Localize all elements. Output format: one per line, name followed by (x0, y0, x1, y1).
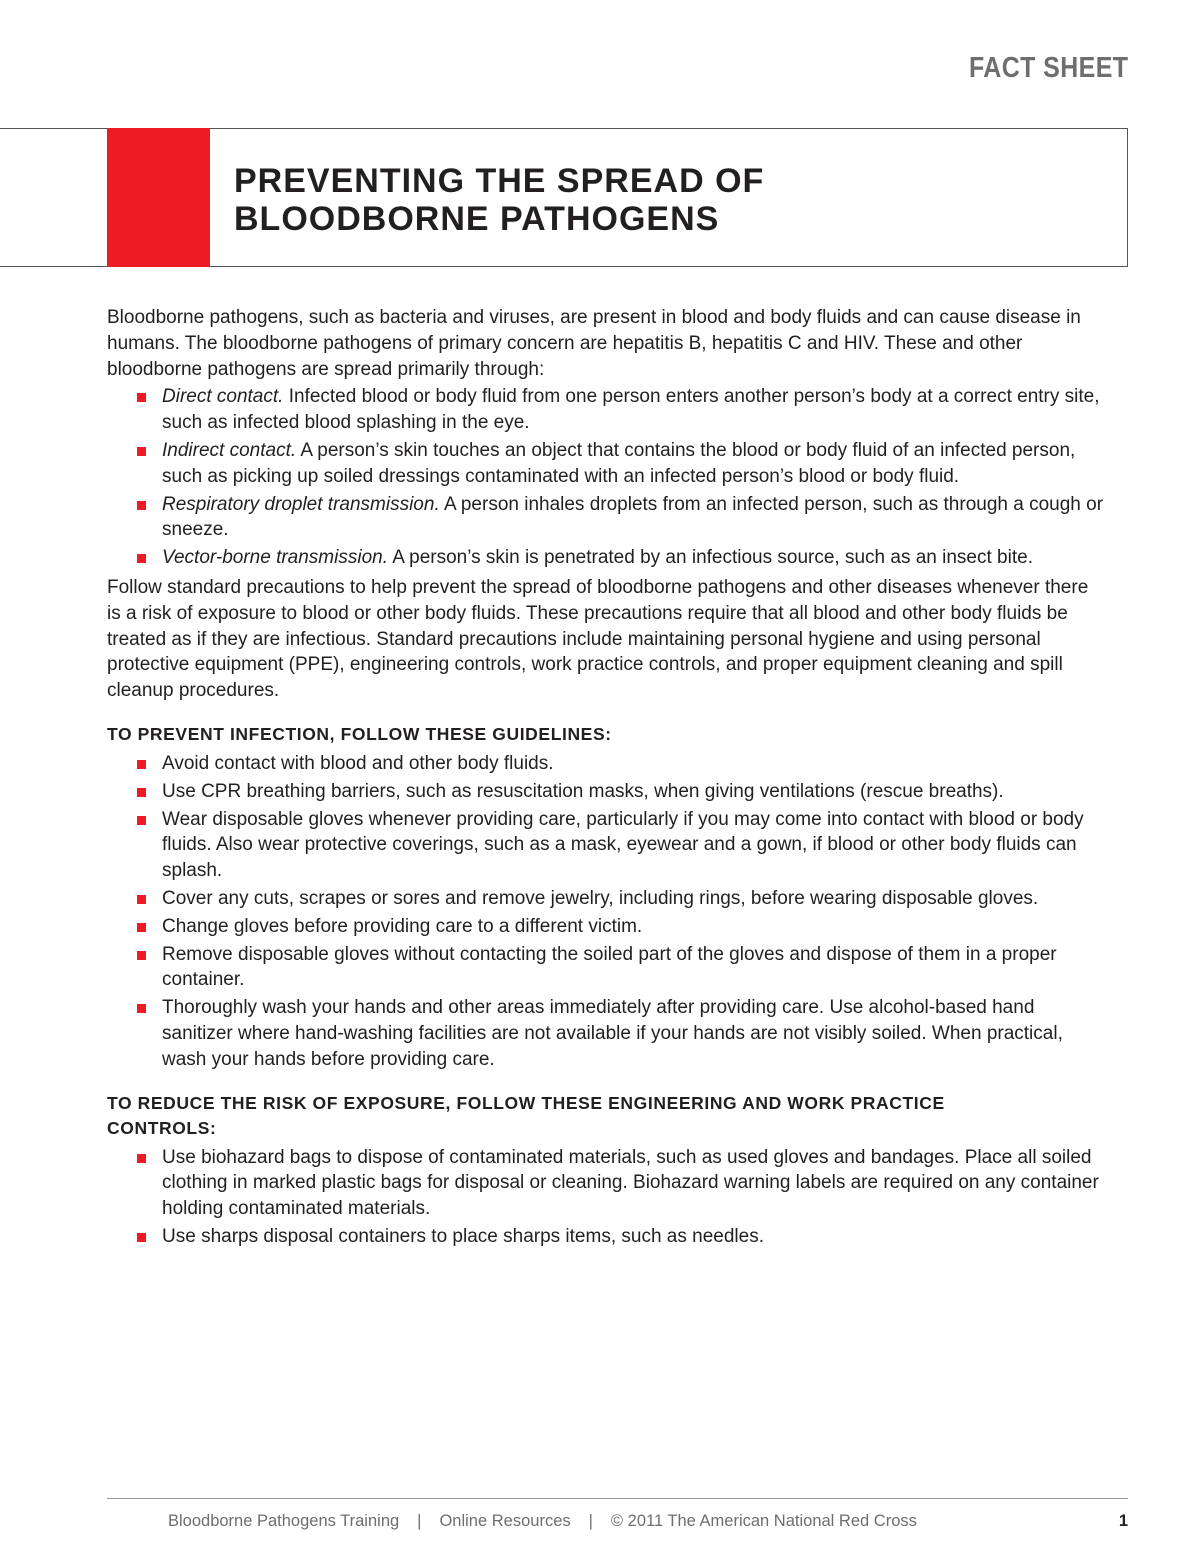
list-item (162, 995, 1107, 1072)
bullet-square-icon (137, 816, 146, 825)
bullet-square-icon (137, 760, 146, 769)
list-item-text: Cover any cuts, scrapes or sores and remove jewelry, including rings, before wearing disposable gloves. (162, 887, 1039, 909)
list-item-text: A person’s skin is penetrated by an infectious source, such as an insect bite. (388, 547, 1033, 569)
bullet-square-icon (137, 1154, 146, 1163)
footer-resources: Online Resources (439, 1512, 571, 1530)
list-item-term: Vector-borne transmission. (162, 547, 388, 569)
list-item-text: Use biohazard bags to dispose of contaminated materials, such as used gloves and bandages. Place all soiled clothing in marked plastic bags for disposal or cleaning. Biohazard warning labels are required on any container holding contaminated materials. (162, 1146, 1099, 1220)
controls-list (107, 1145, 1107, 1250)
list-item (162, 779, 1107, 805)
list-item (162, 1224, 1107, 1250)
list-item (162, 751, 1107, 777)
footer-separator: | (417, 1512, 422, 1530)
intro-paragraph: Bloodborne pathogens, such as bacteria and viruses, are present in blood and body fluids and can cause disease in humans. The bloodborne pathogens of primary concern are hepatitis B, hepatitis C and HIV. These and other bloodborne pathogens are spread primarily through: (107, 307, 1081, 380)
list-item (162, 438, 1107, 490)
footer-separator: | (588, 1512, 593, 1530)
page-number: 1 (1118, 1512, 1128, 1530)
fact-sheet-label: FACT SHEET (968, 52, 1128, 84)
list-item-text: Remove disposable gloves without contacting the soiled part of the gloves and dispose of them in a proper container. (162, 943, 1057, 991)
bullet-square-icon (137, 554, 146, 563)
transmission-list (107, 384, 1107, 571)
bullet-square-icon (137, 951, 146, 960)
guidelines-heading: TO PREVENT INFECTION, FOLLOW THESE GUIDELINES: (107, 723, 612, 744)
list-item-term: Respiratory droplet transmission. (162, 493, 440, 515)
list-item-text: A person inhales droplets from an infected person, such as through a cough or sneeze. (162, 493, 1104, 541)
page-title (234, 162, 764, 238)
list-item-text: Change gloves before providing care to a different victim. (162, 915, 643, 937)
footer-course: Bloodborne Pathogens Training (168, 1512, 400, 1530)
list-item (162, 914, 1107, 940)
bullet-square-icon (137, 1233, 146, 1242)
list-item-text: A person’s skin touches an object that contains the blood or body fluid of an infected person, such as picking up soiled dressings contaminated with an infected person’s blood or body fluid. (162, 439, 1076, 487)
list-item (162, 807, 1107, 884)
precautions-paragraph: Follow standard precautions to help prevent the spread of bloodborne pathogens and other diseases whenever there is a risk of exposure to blood or other body fluids. These precautions require that all blood and other body fluids be treated as if they are infectious. Standard precautions include maintaining personal hygiene and using personal protective equipment (PPE), engineering controls, work practice controls, and proper equipment cleaning and spill cleanup procedures. (107, 576, 1089, 702)
bullet-square-icon (137, 501, 146, 510)
list-item-text: Infected blood or body fluid from one person enters another person’s body at a correct entry site, such as infected blood splashing in the eye. (162, 386, 1100, 434)
bullet-square-icon (137, 923, 146, 932)
bullet-square-icon (137, 788, 146, 797)
list-item-term: Indirect contact. (162, 439, 297, 461)
guidelines-list (107, 751, 1107, 1073)
list-item (162, 492, 1107, 544)
list-item-term: Direct contact. (162, 386, 284, 408)
bullet-square-icon (137, 447, 146, 456)
list-item-text: Use sharps disposal containers to place sharps items, such as needles. (162, 1225, 764, 1247)
footer-copyright: © 2011 The American National Red Cross (610, 1512, 917, 1530)
page-title-line-2: BLOODBORNE PATHOGENS (234, 200, 720, 238)
list-item (162, 886, 1107, 912)
list-item-text: Avoid contact with blood and other body fluids. (162, 752, 554, 774)
bullet-square-icon (137, 1004, 146, 1013)
list-item (162, 384, 1107, 436)
footer (168, 1512, 917, 1531)
list-item (162, 1145, 1107, 1222)
controls-heading: TO REDUCE THE RISK OF EXPOSURE, FOLLOW THESE ENGINEERING AND WORK PRACTICE CONTROLS: (107, 1092, 945, 1138)
list-item-text: Wear disposable gloves whenever providing care, particularly if you may come into contact with blood or body fluids. Also wear protective coverings, such as a mask, eyewear and a gown, if blood or other body fluids can splash. (162, 808, 1084, 882)
page-title-line-1: PREVENTING THE SPREAD OF (234, 162, 765, 200)
list-item-text: Thoroughly wash your hands and other areas immediately after providing care. Use alcohol-based hand sanitizer where hand-washing facilities are not available if your hands are not visibly soiled. When practical, wash your hands before providing care. (162, 997, 1063, 1070)
bullet-square-icon (137, 393, 146, 402)
footer-divider (107, 1498, 1128, 1499)
list-item (162, 942, 1107, 994)
bullet-square-icon (137, 895, 146, 904)
list-item-text: Use CPR breathing barriers, such as resuscitation masks, when giving ventilations (rescue breaths). (162, 780, 1004, 802)
main-content (107, 305, 1107, 1254)
title-red-block (107, 128, 210, 267)
list-item (162, 545, 1107, 571)
